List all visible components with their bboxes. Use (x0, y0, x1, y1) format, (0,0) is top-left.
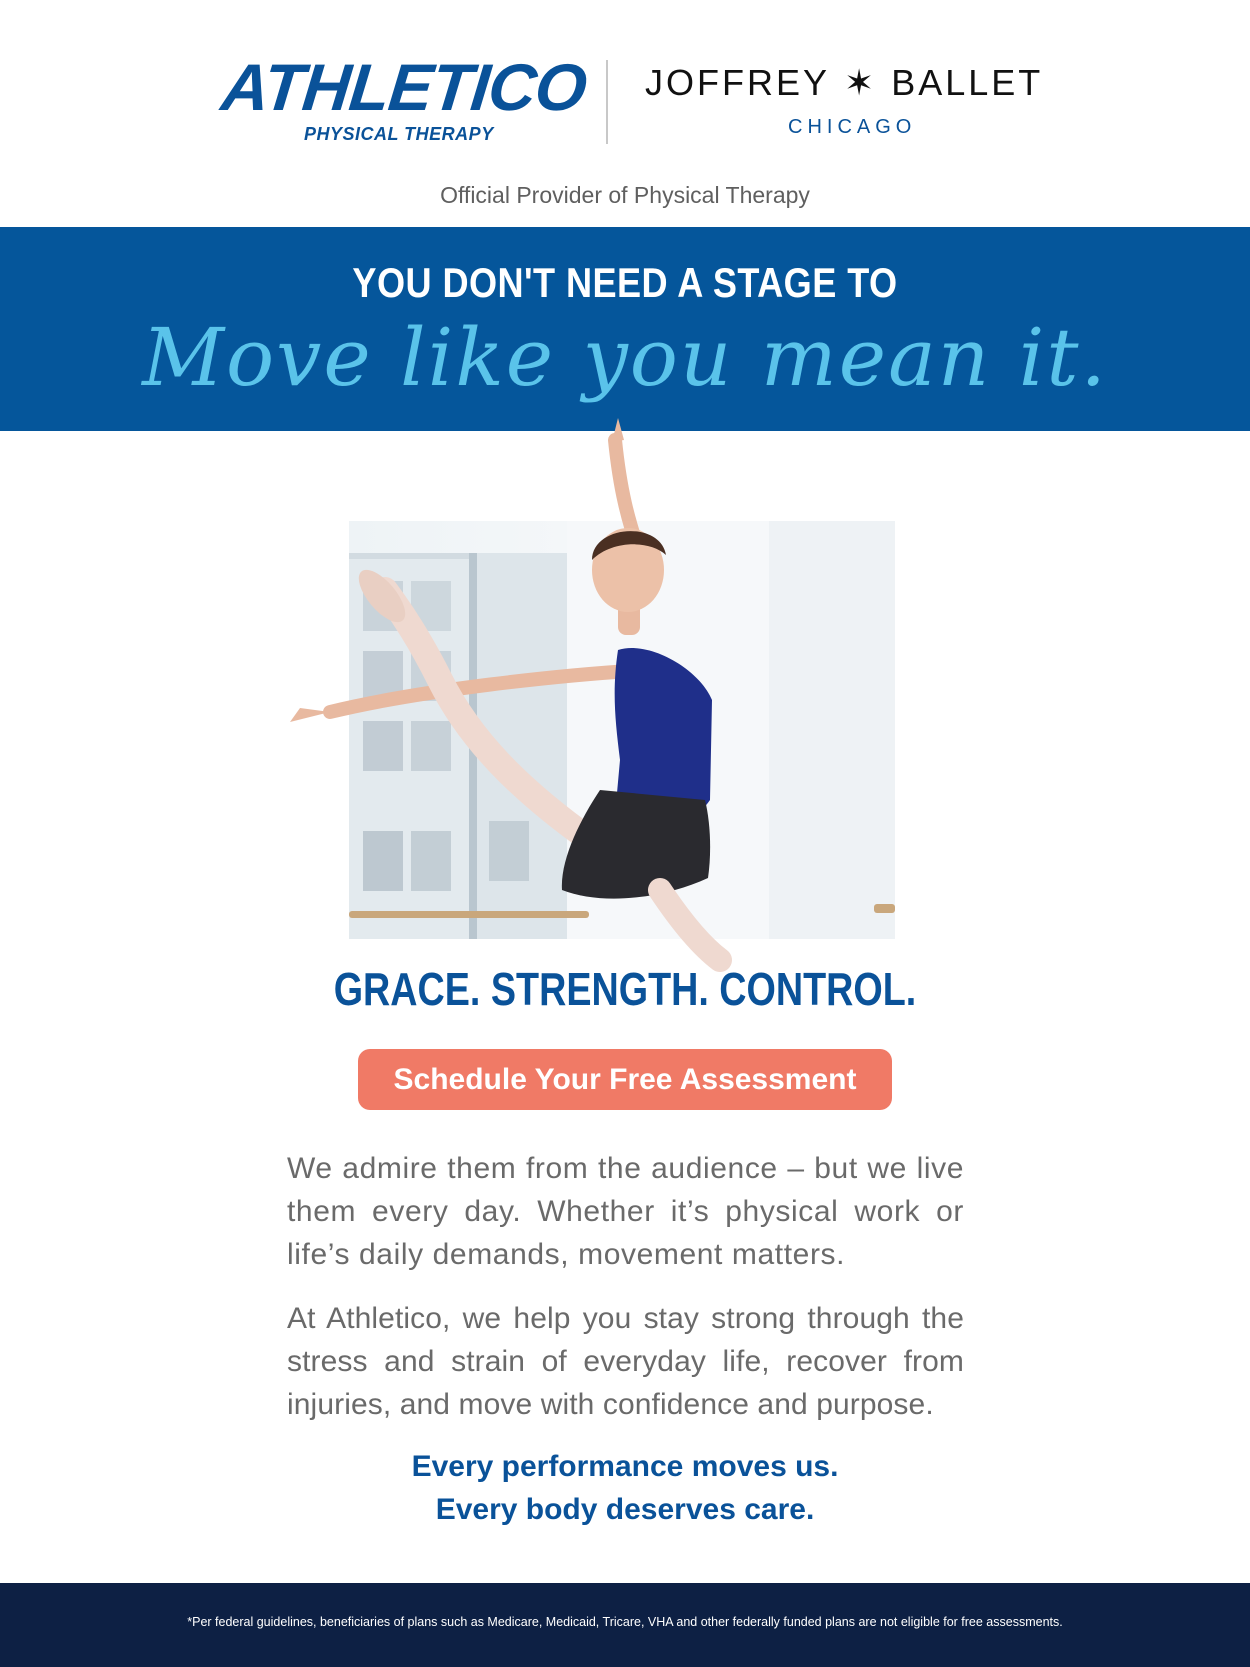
closing-line-2: Every body deserves care. (435, 1493, 815, 1526)
body-paragraph-1: We admire them from the audience – but we live them every day. Whether it’s physical work or life’s daily demands, movement matters. (287, 1152, 964, 1271)
footer-bar (0, 1583, 1250, 1667)
hero-photo (349, 521, 895, 939)
joffrey-name: JOFFREY (645, 62, 831, 103)
schedule-assessment-button[interactable]: Schedule Your Free Assessment (358, 1049, 892, 1110)
joffrey-city: CHICAGO (788, 116, 917, 138)
banner-headline: YOU DON'T NEED A STAGE TO (352, 259, 898, 306)
athletico-wordmark: ATHLETICO (218, 50, 590, 124)
body-paragraph-2: At Athletico, we help you stay strong through the stress and strain of everyday life, recover from injuries, and move with confidence and purpose. (287, 1302, 964, 1421)
closing-line-1: Every performance moves us. (411, 1450, 839, 1483)
footer-disclaimer: *Per federal guidelines, beneficiaries of plans such as Medicare, Medicaid, Tricare, VHA and other federally funded plans are not eligible for free assessments. (187, 1615, 1063, 1629)
star-icon: ✶ (844, 62, 878, 103)
logo-header (0, 52, 1250, 152)
banner-script-line: Move like you mean it. (142, 311, 1108, 404)
ballet-name: BALLET (891, 62, 1044, 103)
headline-banner (0, 227, 1250, 431)
logo-divider (606, 60, 608, 144)
athletico-subtitle: PHYSICAL THERAPY (304, 124, 494, 144)
provider-statement: Official Provider of Physical Therapy (440, 182, 810, 208)
tagline: GRACE. STRENGTH. CONTROL. (333, 963, 917, 1015)
joffrey-wordmark (645, 62, 1043, 104)
studio-background (349, 521, 895, 939)
